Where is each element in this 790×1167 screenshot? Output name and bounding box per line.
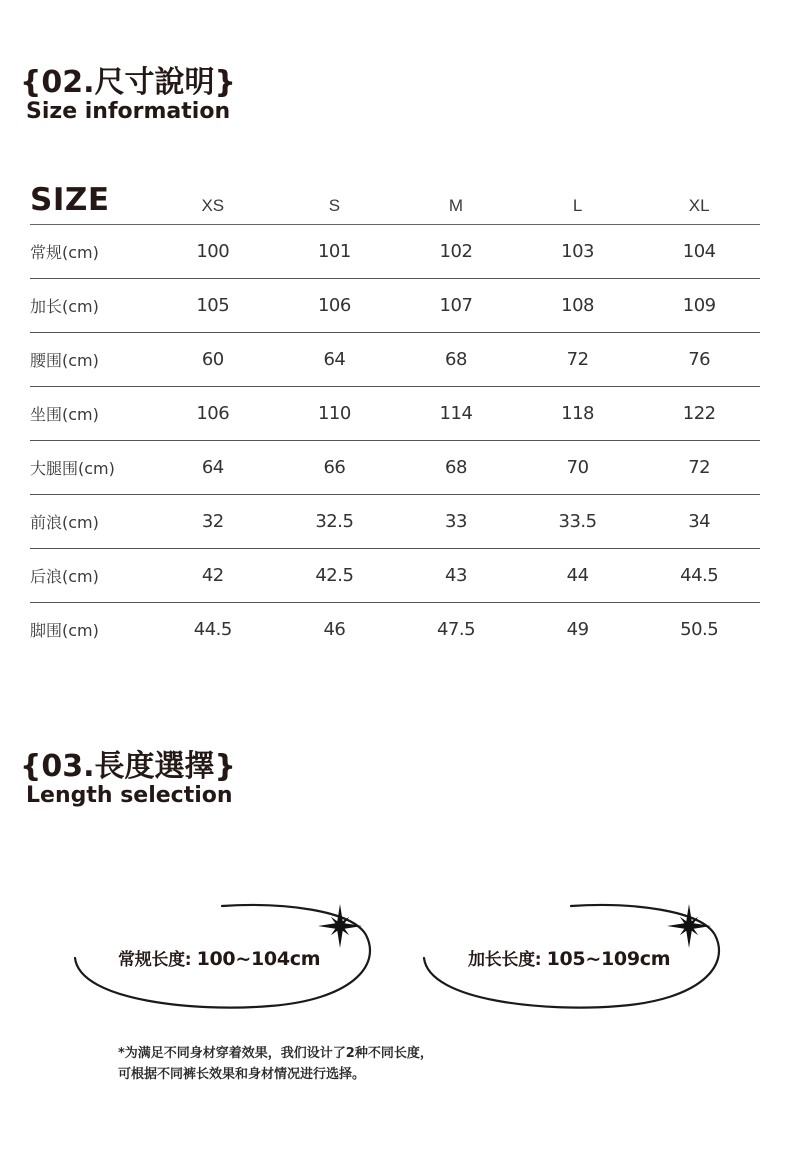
row-label: 加长(cm) — [30, 297, 99, 316]
table-cell: 68 — [445, 349, 467, 370]
table-cell: 49 — [566, 619, 589, 641]
length-footnote — [118, 1043, 433, 1085]
table-cell: 109 — [682, 295, 716, 316]
table-cell: 106 — [317, 295, 351, 316]
table-cell: 32.5 — [315, 511, 354, 532]
length-option-key: 常规长度: — [118, 950, 192, 970]
length-section-title-en: Length selection — [26, 783, 233, 808]
length-option-long — [468, 945, 670, 970]
size-col-s: S — [328, 196, 341, 215]
table-cell: 118 — [561, 403, 594, 424]
table-cell: 33.5 — [558, 511, 597, 532]
size-section-title-cn: {02.尺寸說明} — [20, 65, 236, 100]
table-row — [30, 549, 760, 603]
table-cell: 70 — [566, 457, 589, 478]
row-label: 后浪(cm) — [30, 567, 99, 586]
size-col-xl: XL — [688, 196, 710, 215]
size-table-corner: SIZE — [30, 182, 110, 218]
table-cell: 101 — [317, 241, 351, 262]
row-label: 常规(cm) — [30, 243, 99, 262]
table-row — [30, 441, 760, 495]
table-row — [30, 279, 760, 333]
table-cell: 34 — [688, 511, 711, 532]
table-cell: 44.5 — [193, 619, 232, 641]
row-label: 大腿围(cm) — [30, 459, 115, 478]
length-option-value: 105~109cm — [546, 948, 671, 970]
table-cell: 68 — [445, 457, 467, 478]
table-cell: 102 — [439, 241, 473, 262]
footnote-line: 可根据不同裤长效果和身材情况进行选择。 — [118, 1067, 366, 1082]
table-row — [30, 387, 760, 441]
table-row — [30, 333, 760, 387]
size-table — [30, 176, 760, 657]
table-cell: 44.5 — [680, 565, 719, 586]
sparkle-star-icon — [667, 904, 711, 948]
size-col-l: L — [572, 196, 583, 215]
table-cell: 110 — [317, 403, 351, 424]
table-cell: 104 — [682, 241, 716, 262]
table-cell: 103 — [561, 241, 594, 262]
table-cell: 100 — [196, 241, 230, 262]
row-label: 腰围(cm) — [30, 351, 99, 370]
length-option-key: 加长长度: — [468, 950, 542, 970]
table-cell: 50.5 — [680, 619, 719, 641]
table-cell: 64 — [323, 349, 346, 370]
table-cell: 42 — [201, 565, 224, 586]
table-cell: 66 — [323, 457, 346, 478]
length-option-regular — [118, 945, 320, 970]
table-cell: 42.5 — [315, 565, 354, 586]
table-cell: 72 — [566, 349, 589, 370]
row-label: 前浪(cm) — [30, 513, 99, 532]
table-cell: 107 — [439, 295, 473, 316]
table-row — [30, 225, 760, 279]
table-cell: 76 — [688, 349, 711, 370]
table-cell: 114 — [439, 403, 473, 424]
table-row — [30, 603, 760, 657]
table-cell: 44 — [566, 565, 589, 586]
sparkle-star-icon — [318, 904, 362, 948]
table-cell: 43 — [445, 565, 467, 586]
size-section-heading — [20, 66, 236, 124]
row-label: 坐围(cm) — [30, 405, 99, 424]
table-row — [30, 495, 760, 549]
length-option-value: 100~104cm — [196, 948, 321, 970]
length-section-heading — [20, 750, 236, 808]
table-cell: 47.5 — [436, 619, 476, 641]
table-cell: 33 — [445, 511, 467, 532]
table-cell: 106 — [196, 403, 230, 424]
size-col-xs: XS — [201, 196, 225, 215]
footnote-line: *为满足不同身材穿着效果，我们设计了2种不同长度， — [118, 1046, 433, 1061]
table-cell: 60 — [201, 349, 224, 370]
row-label: 脚围(cm) — [30, 621, 99, 641]
length-section-title-cn: {03.長度選擇} — [20, 749, 236, 784]
table-cell: 108 — [561, 295, 594, 316]
table-cell: 72 — [688, 457, 711, 478]
size-section-title-en: Size information — [26, 99, 231, 124]
table-cell: 105 — [196, 295, 230, 316]
table-cell: 122 — [682, 403, 716, 424]
table-cell: 32 — [201, 511, 224, 532]
table-cell: 46 — [323, 619, 346, 641]
table-cell: 64 — [201, 457, 224, 478]
size-table-header — [30, 176, 760, 225]
size-col-m: M — [448, 196, 464, 215]
